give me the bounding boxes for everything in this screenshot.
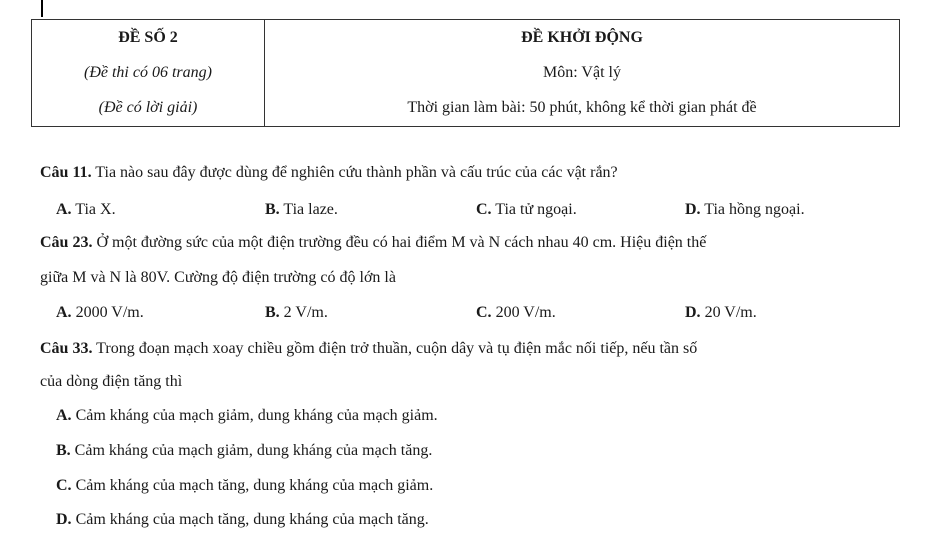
option-label: A.: [56, 201, 72, 218]
option-label: D.: [56, 511, 72, 528]
option-a: [56, 304, 144, 322]
question-text: giữa M và N là 80V. Cường độ điện trường có độ lớn là: [40, 269, 396, 286]
option-text: Tia laze.: [279, 201, 338, 218]
page-count-note: (Đề thi có 06 trang): [84, 64, 212, 81]
exam-subject: Môn: Vật lý: [543, 64, 621, 81]
question-33: [40, 340, 697, 358]
exam-title-cell: [265, 20, 900, 127]
option-d: [685, 304, 757, 322]
question-number: Câu 11.: [40, 164, 92, 181]
exam-header-table: [31, 19, 900, 127]
option-text: Tia tử ngoại.: [491, 201, 577, 218]
option-label: C.: [476, 304, 492, 321]
option-d: [56, 511, 429, 529]
exam-title: ĐỀ KHỞI ĐỘNG: [521, 29, 643, 46]
option-label: A.: [56, 407, 72, 424]
question-33-continued: [40, 373, 182, 391]
option-c: [56, 477, 433, 495]
option-c: [476, 304, 556, 322]
question-23-continued: [40, 269, 396, 287]
option-text: 2 V/m.: [279, 304, 328, 321]
question-11: [40, 164, 618, 182]
option-label: C.: [56, 477, 72, 494]
option-b: [56, 442, 432, 460]
question-number: Câu 23.: [40, 234, 93, 251]
option-label: C.: [476, 201, 492, 218]
option-label: D.: [685, 201, 701, 218]
option-text: Tia X.: [71, 201, 116, 218]
option-text: Cảm kháng của mạch tăng, dung kháng của mạch tăng.: [71, 511, 429, 528]
option-label: B.: [265, 201, 280, 218]
option-text: Cảm kháng của mạch giảm, dung kháng của mạch tăng.: [70, 442, 433, 459]
option-d: [685, 201, 805, 219]
exam-info-cell: [32, 20, 265, 127]
exam-time: Thời gian làm bài: 50 phút, không kể thời gian phát đề: [407, 99, 757, 116]
option-label: B.: [56, 442, 71, 459]
exam-code: ĐỀ SỐ 2: [118, 29, 178, 46]
question-text: Trong đoạn mạch xoay chiều gồm điện trở thuần, cuộn dây và tụ điện mắc nối tiếp, nếu tần số: [92, 340, 698, 357]
question-number: Câu 33.: [40, 340, 93, 357]
option-text: 20 V/m.: [700, 304, 757, 321]
question-text: của dòng điện tăng thì: [40, 373, 183, 390]
option-label: B.: [265, 304, 280, 321]
option-text: Cảm kháng của mạch tăng, dung kháng của mạch giảm.: [71, 477, 434, 494]
option-label: A.: [56, 304, 72, 321]
solution-note: (Đề có lời giải): [98, 99, 198, 116]
option-a: [56, 201, 116, 219]
option-text: Cảm kháng của mạch giảm, dung kháng của mạch giảm.: [71, 407, 438, 424]
question-text: Tia nào sau đây được dùng để nghiên cứu thành phần và cấu trúc của các vật rắn?: [91, 164, 618, 181]
question-text: Ở một đường sức của một điện trường đều có hai điểm M và N cách nhau 40 cm. Hiệu điện thế: [92, 234, 707, 251]
question-23: [40, 234, 706, 252]
option-c: [476, 201, 577, 219]
option-b: [265, 201, 338, 219]
text-cursor: [41, 0, 43, 17]
option-text: 200 V/m.: [491, 304, 556, 321]
option-label: D.: [685, 304, 701, 321]
option-b: [265, 304, 328, 322]
option-text: 2000 V/m.: [71, 304, 144, 321]
option-text: Tia hồng ngoại.: [700, 201, 805, 218]
option-a: [56, 407, 438, 425]
